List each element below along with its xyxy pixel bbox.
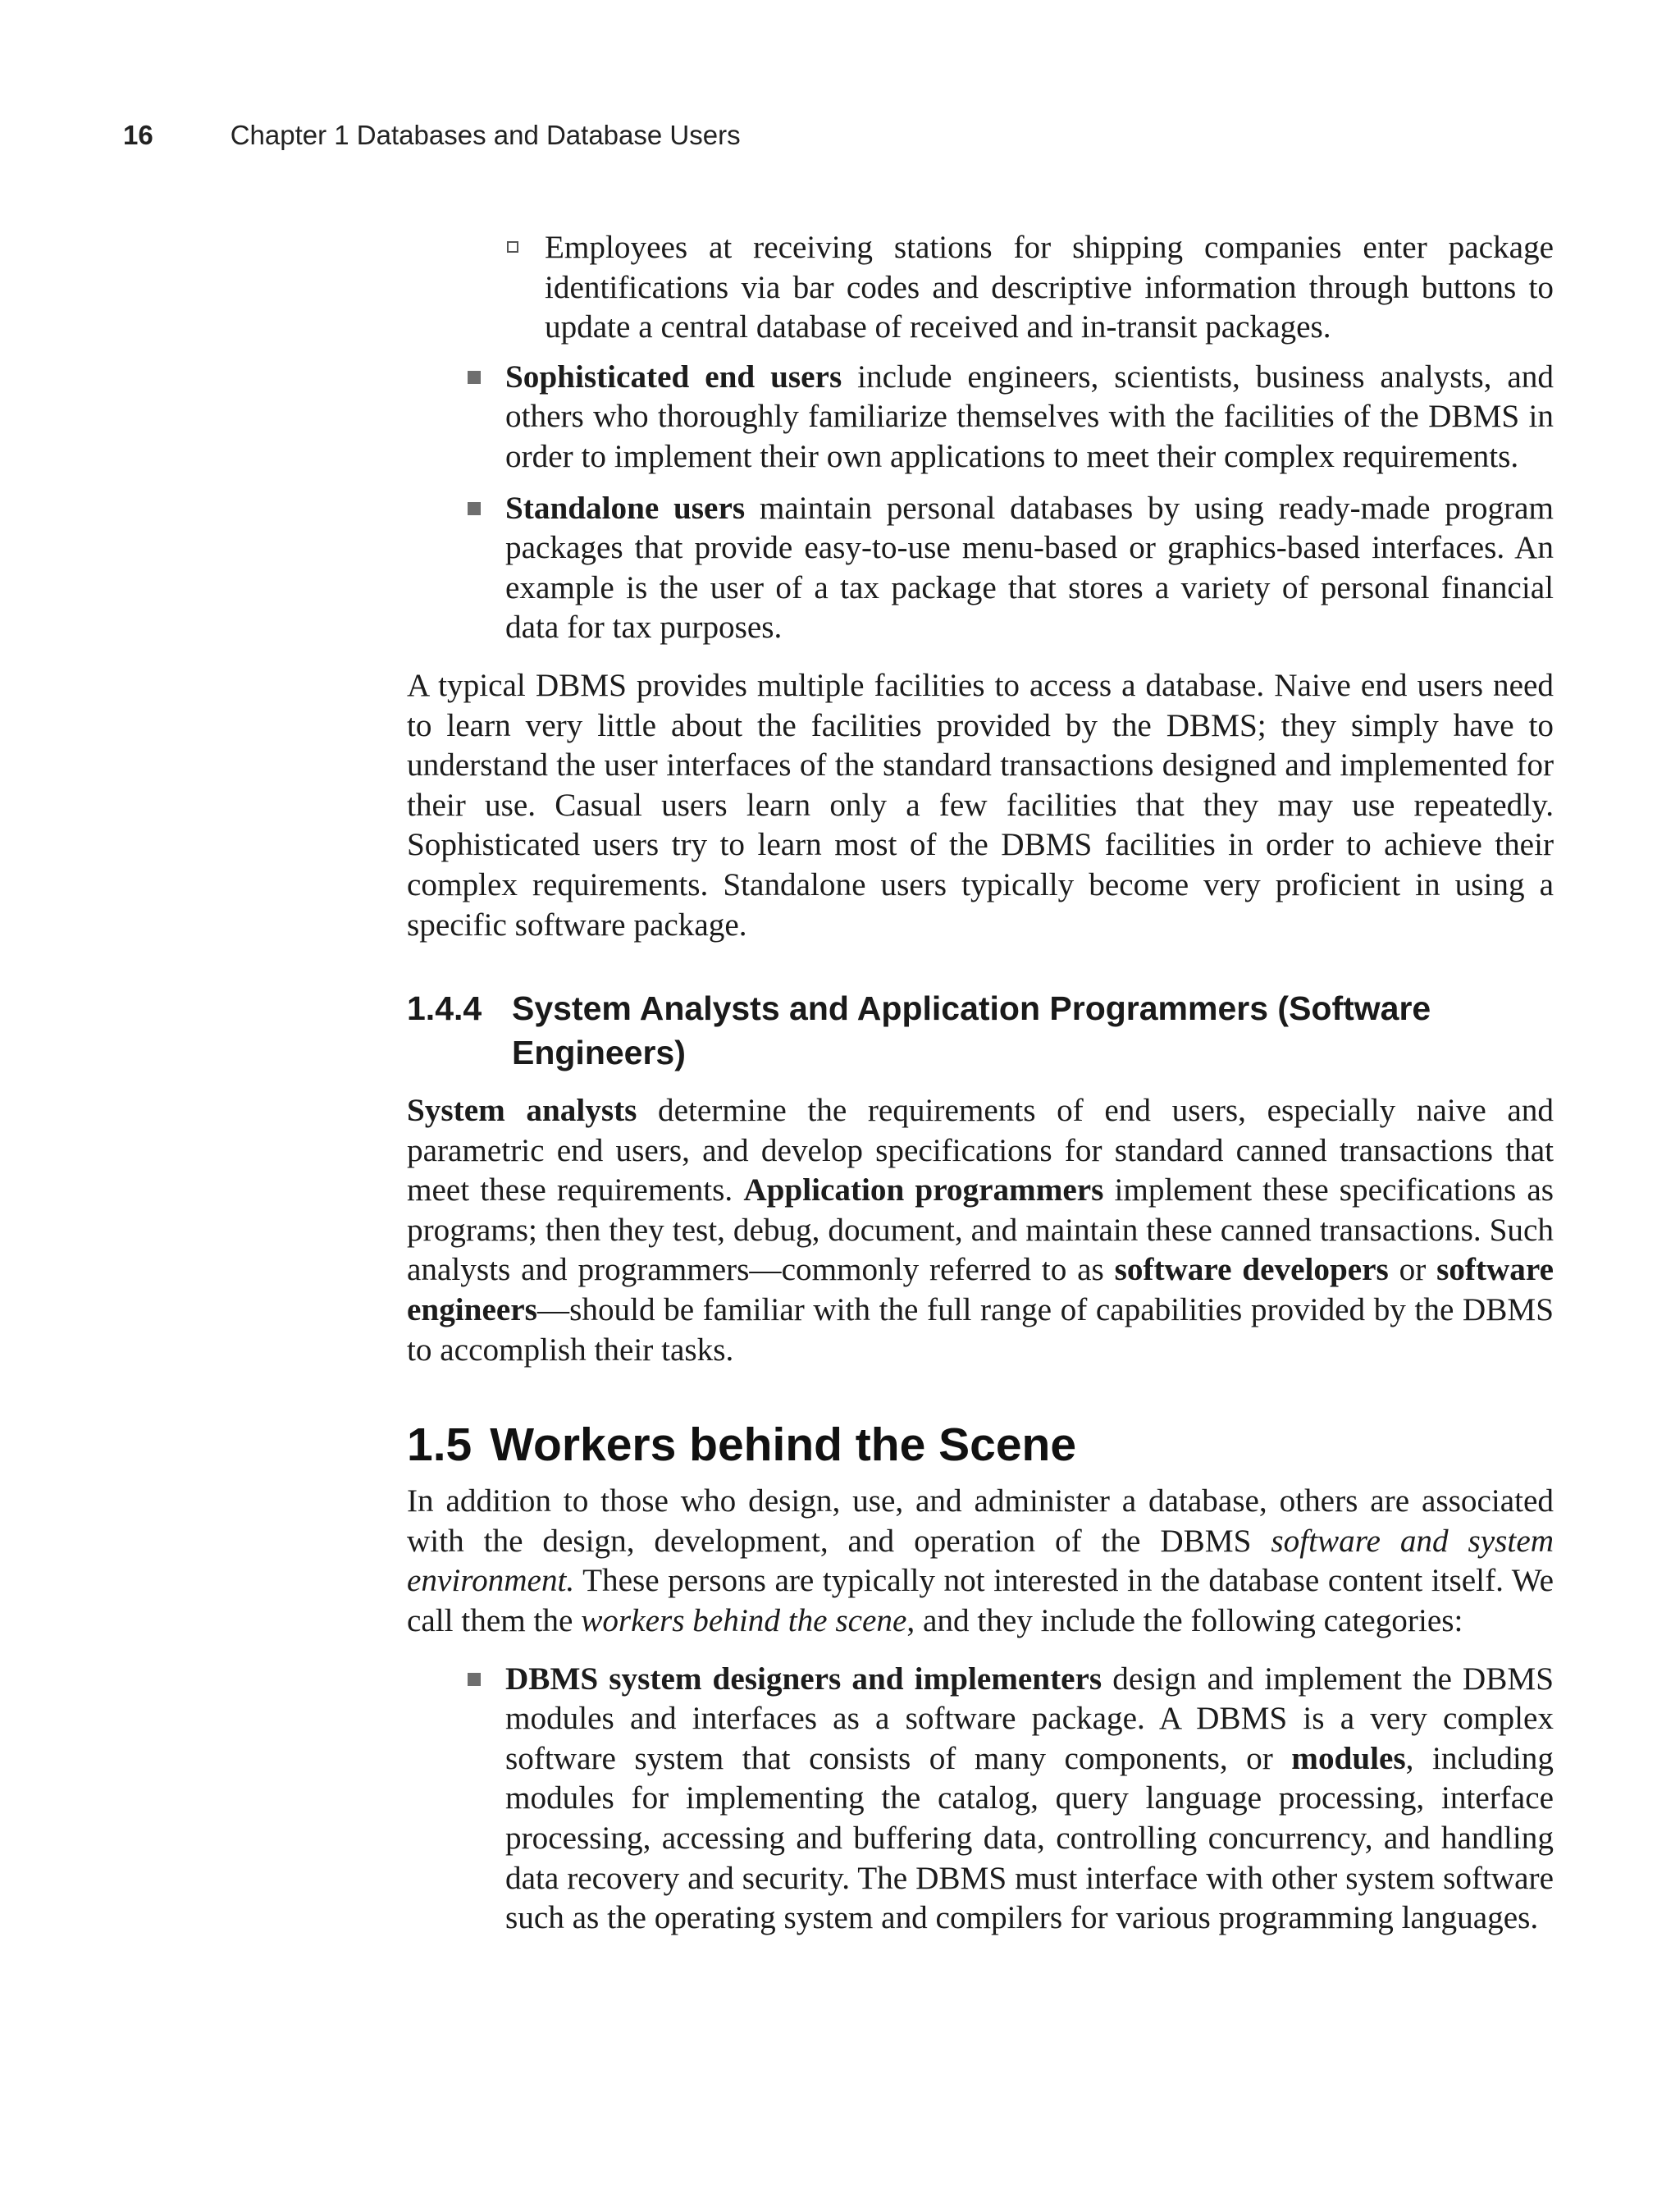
section-number: 1.5	[407, 1419, 472, 1472]
text-run: implement these specifications as programs; then they test, debug, document, and maintain these canned transactions. Such analysts and programmers—commonly referred to as	[407, 1172, 1554, 1288]
hollow-square-bullet-icon	[507, 241, 518, 253]
term-software-engineers: software engineers	[407, 1252, 1554, 1328]
text-run: or	[1388, 1252, 1437, 1288]
text-run: , and they include the following categories:	[906, 1603, 1463, 1639]
square-bullet-icon	[468, 1673, 481, 1686]
page-content	[407, 228, 1554, 1950]
italic-software-environment: software and system environment.	[407, 1523, 1554, 1599]
section-heading-1-4-4	[407, 986, 1554, 1075]
page-number: 16	[123, 120, 153, 150]
section-title: Workers behind the Scene	[490, 1419, 1077, 1472]
sub-bullet-text: Employees at receiving stations for shipping companies enter package identifications via bar codes and descriptive information through buttons to update a central database of received and in-transit packages.	[545, 230, 1554, 345]
section-heading-1-5	[407, 1416, 1554, 1473]
bullet-standalone-users	[407, 489, 1554, 648]
running-head	[123, 120, 741, 151]
paragraph-system-analysts	[407, 1091, 1554, 1370]
section-title: System Analysts and Application Programmers (Software Engineers)	[512, 989, 1431, 1072]
term-dbms-designers: DBMS system designers and implementers	[505, 1661, 1102, 1697]
square-bullet-icon	[468, 371, 481, 384]
square-bullet-icon	[468, 502, 481, 515]
bullet-sophisticated-users	[407, 358, 1554, 477]
text-run: determine the requirements of end users, especially naive and parametric end users, and develop specifications for standard canned transactions that meet these requirements.	[407, 1093, 1554, 1208]
term-system-analysts: System analysts	[407, 1093, 637, 1129]
term-software-developers: software developers	[1114, 1252, 1389, 1288]
paragraph-typical-dbms: A typical DBMS provides multiple facilities to access a database. Naive end users need to learn very little about the facilities provided by the DBMS; they simply have to understand the user interfaces of the standard transactions designed and implemented for their use. Casual users learn only a few facilities that they may use repeatedly. Sophisticated users try to learn most of the DBMS facilities in order to achieve their complex requirements. Standalone users typically become very proficient in using a specific software package.	[407, 667, 1554, 943]
italic-workers-behind-scene: workers behind the scene	[581, 1603, 907, 1639]
text-run: In addition to those who design, use, and administer a database, others are associated with the design, development, and operation of the DBMS	[407, 1483, 1554, 1559]
term-modules: modules	[1291, 1740, 1406, 1776]
paragraph-workers-behind-scene	[407, 1482, 1554, 1641]
term-application-programmers: Application programmers	[743, 1172, 1104, 1208]
chapter-title: Chapter 1 Databases and Database Users	[230, 120, 741, 150]
text-run: design and implement the DBMS modules and interfaces as a software package. A DBMS is a very complex software system that consists of many components, or	[505, 1661, 1554, 1776]
text-run: These persons are typically not interested in the database content itself. We call them the	[407, 1563, 1554, 1639]
sub-bullet-item	[407, 228, 1554, 348]
text-run: —should be familiar with the full range of capabilities provided by the DBMS to accomplish their tasks.	[407, 1292, 1554, 1368]
bullet-text: maintain personal databases by using ready-made program packages that provide easy-to-use menu-based or graphics-based interfaces. An example is the user of a tax package that stores a variety of personal financial data for tax purposes.	[505, 490, 1554, 646]
section-number: 1.4.4	[407, 989, 482, 1028]
term-standalone-users: Standalone users	[505, 490, 746, 526]
bullet-dbms-designers	[407, 1660, 1554, 1939]
text-run: , including modules for implementing the catalog, query language processing, interface processing, accessing and buffering data, controlling concurrency, and handling data recovery and security. The DBMS must interface with other system software such as the operating system and compilers for various programming languages.	[505, 1740, 1554, 1936]
bullet-text: include engineers, scientists, business analysts, and others who thoroughly familiarize themselves with the facilities of the DBMS in order to implement their own applications to meet their complex requirements.	[505, 359, 1554, 474]
term-sophisticated-users: Sophisticated end users	[505, 359, 842, 395]
